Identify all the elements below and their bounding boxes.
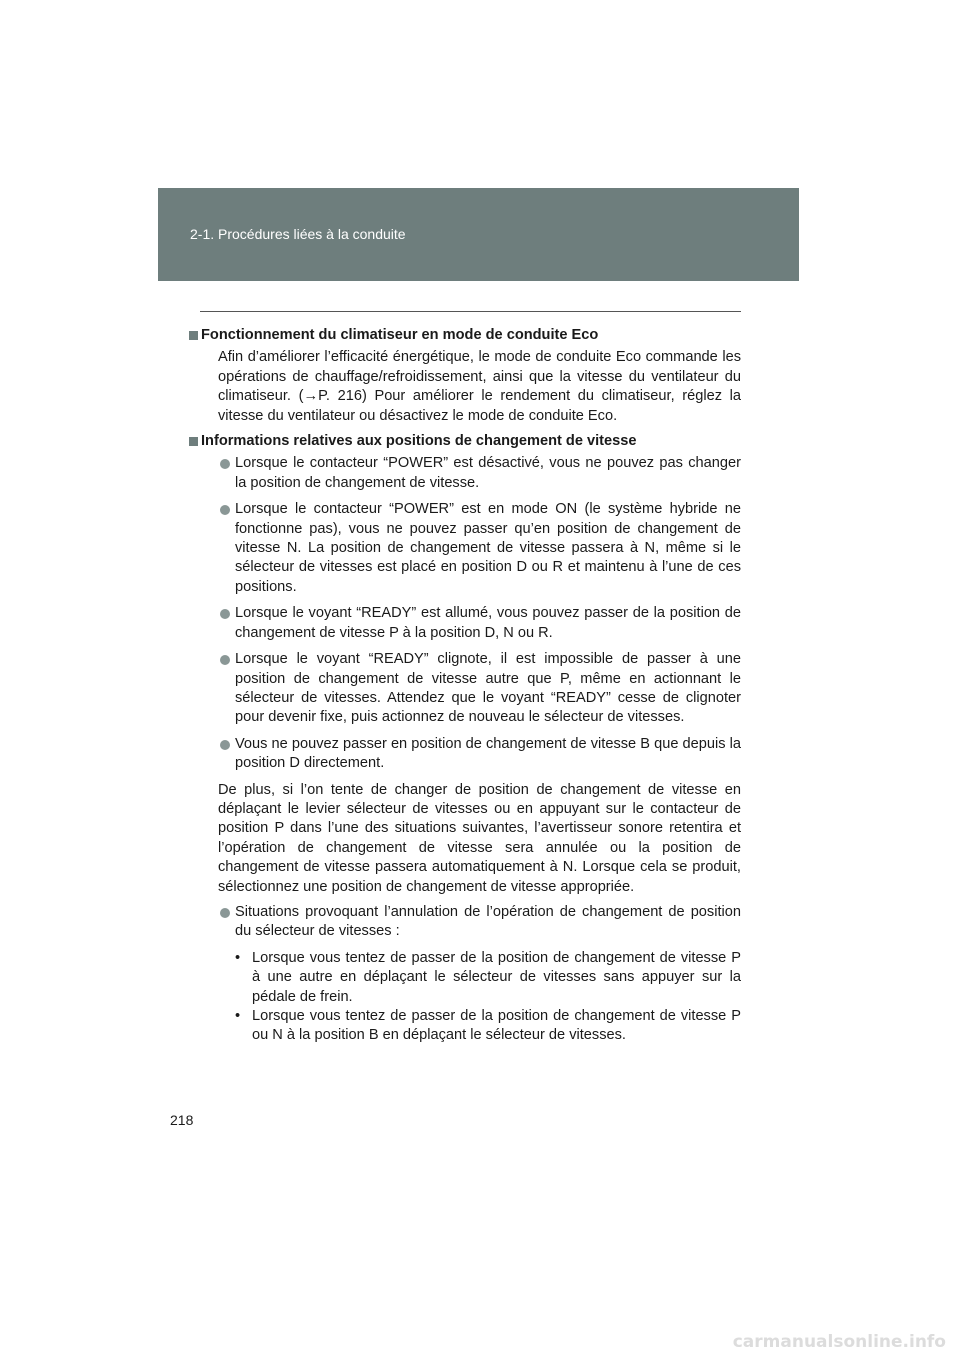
list-item: Lorsque le contacteur “POWER” est désactivé, vous ne pouvez pas changer la position de changement de vitesse. bbox=[218, 454, 741, 493]
circle-bullet-icon bbox=[220, 459, 230, 469]
eco-paragraph: Afin d’améliorer l’efficacité énergétique, le mode de conduite Eco commande les opérations de chauffage/refroidissement, ainsi que la vitesse du ventilateur du climatiseur. (→P. 216) Pour améliorer le rendement du climatiseur, réglez la vitesse du ventilateur ou désactivez le mode de conduite Eco. bbox=[218, 349, 741, 424]
circle-bullet-icon bbox=[220, 655, 230, 665]
divider bbox=[200, 311, 741, 312]
section-title-eco: Fonctionnement du climatiseur en mode de conduite Eco bbox=[184, 326, 741, 345]
square-bullet-icon bbox=[189, 437, 198, 446]
list-item: Vous ne pouvez passer en position de changement de vitesse B que depuis la position D directement. bbox=[218, 735, 741, 774]
sub-list-item: • Lorsque vous tentez de passer de la position de changement de vitesse P à une autre en déplaçant le sélecteur de vitesses sans appuyer sur la pédale de frein. bbox=[235, 949, 741, 1005]
circle-bullet-icon bbox=[220, 609, 230, 619]
shift-paragraph: De plus, si l’on tente de changer de position de changement de vitesse en déplaçant le levier sélecteur de vitesses ou en appuyant sur le contacteur de position P dans l’une des situations suivantes, l’avertisseur sonore retentira et l’opération de changement de vitesse sera annulée ou la position de changement de vitesse passera automatiquement à N. Lorsque cela se produit, sélectionnez une position de changement de vitesse appropriée. bbox=[218, 781, 741, 895]
square-bullet-icon bbox=[189, 331, 198, 340]
list-item: Lorsque le voyant “READY” est allumé, vous pouvez passer de la position de changement de vitesse P à la position D, N ou R. bbox=[218, 604, 741, 643]
section-title-shift: Informations relatives aux positions de changement de vitesse bbox=[184, 432, 741, 451]
circle-bullet-icon bbox=[220, 908, 230, 918]
list-item: Situations provoquant l’annulation de l’opération de changement de position du sélecteur de vitesses : bbox=[218, 903, 741, 942]
watermark: carmanualsonline.info bbox=[732, 1332, 946, 1352]
circle-bullet-icon bbox=[220, 740, 230, 750]
circle-bullet-icon bbox=[220, 505, 230, 515]
dot-marker: • bbox=[235, 1008, 241, 1024]
list-item: Lorsque le voyant “READY” clignote, il est impossible de passer à une position de changement de vitesse autre que P, même en actionnant le sélecteur de vitesses. Attendez que le voyant “READY” cesse de clignoter pour devenir fixe, puis actionnez de nouveau le sélecteur de vitesses. bbox=[218, 650, 741, 728]
list-item: Lorsque le contacteur “POWER” est en mode ON (le système hybride ne fonctionne pas), vous ne pouvez passer qu’en position de changement de vitesse N. La position de changement de vitesse passera à N, même si le sélecteur de vitesses est placé en position D ou R et maintenu à l’une de ces positions. bbox=[218, 500, 741, 597]
sub-list-item: • Lorsque vous tentez de passer de la position de changement de vitesse P ou N à la position B en déplaçant le sélecteur de vitesses. bbox=[235, 1008, 741, 1044]
dot-marker: • bbox=[235, 949, 241, 966]
chapter-title: 2-1. Procédures liées à la conduite bbox=[190, 226, 406, 242]
chapter-header bbox=[158, 188, 799, 281]
page-content bbox=[201, 326, 741, 1046]
page-number: 218 bbox=[170, 1112, 194, 1128]
